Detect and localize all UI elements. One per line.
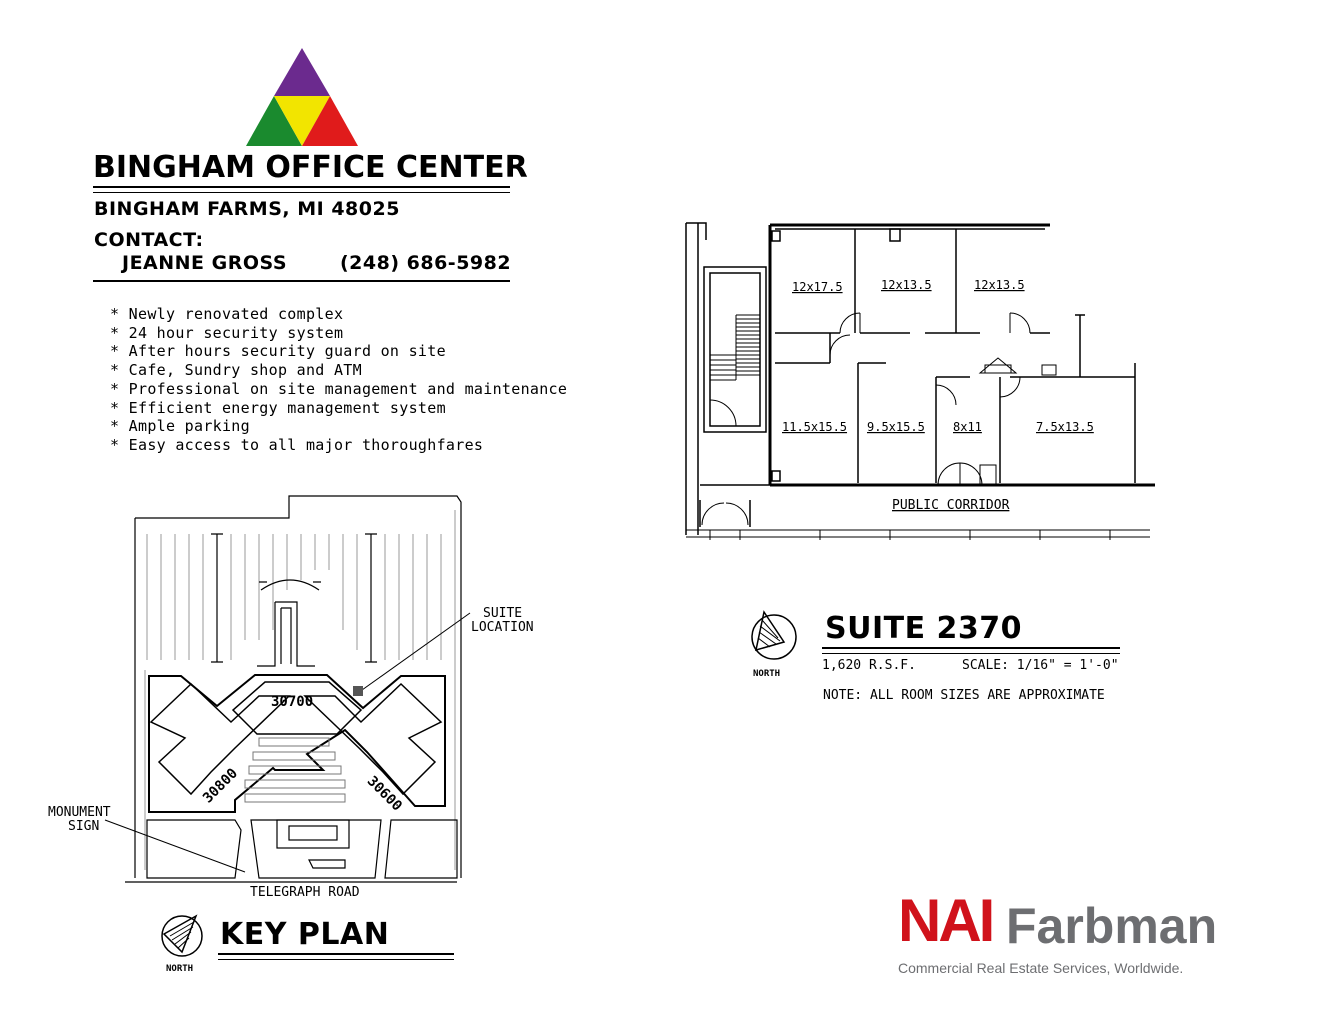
brand-tagline: Commercial Real Estate Services, Worldwide. [898, 960, 1184, 976]
building-address: BINGHAM FARMS, MI 48025 [94, 198, 400, 220]
suite-note: NOTE: ALL ROOM SIZES ARE APPROXIMATE [823, 688, 1105, 703]
feature-item: * Efficient energy management system [110, 399, 567, 418]
features-list [110, 305, 567, 455]
key-plan-underline [218, 953, 454, 955]
suite-location-marker [353, 686, 363, 696]
nai-farbman-logo [896, 886, 1226, 986]
key-plan-north-arrow-icon [158, 912, 208, 976]
contact-label: CONTACT: [94, 229, 204, 251]
title-underline [93, 186, 510, 188]
logo-purple-segment [274, 48, 330, 96]
room-label: 9.5x15.5 [867, 420, 925, 434]
room-label: 8x11 [953, 420, 982, 434]
key-plan-site-map [45, 490, 534, 910]
room-label: 12x13.5 [881, 278, 932, 292]
room-label: 7.5x13.5 [1036, 420, 1094, 434]
contact-name: JEANNE GROSS [122, 252, 288, 274]
suite-location-label: LOCATION [471, 620, 534, 635]
title-underline-thin [93, 192, 510, 193]
feature-item: * Cafe, Sundry shop and ATM [110, 361, 567, 380]
building-number: 30800 [199, 765, 242, 807]
road-label: TELEGRAPH ROAD [250, 885, 360, 900]
room-label: 12x17.5 [792, 280, 843, 294]
north-label: NORTH [753, 669, 781, 679]
monument-sign-label: MONUMENT [48, 805, 111, 820]
feature-item: * Ample parking [110, 417, 567, 436]
contact-underline [93, 280, 510, 282]
suite-location-label: SUITE [483, 606, 523, 621]
suite-underline [822, 647, 1120, 649]
north-arrow-icon [748, 610, 804, 680]
feature-item: * 24 hour security system [110, 324, 567, 343]
corridor-label: PUBLIC CORRIDOR [892, 498, 1010, 513]
key-plan-title: KEY PLAN [220, 917, 390, 952]
room-label: 11.5x15.5 [782, 420, 848, 434]
feature-item: * After hours security guard on site [110, 342, 567, 361]
suite-underline-thin [822, 653, 1120, 654]
bingham-triangle-logo [244, 46, 360, 148]
north-label: NORTH [166, 964, 194, 974]
building-number: 30700 [271, 694, 314, 710]
suite-area: 1,620 R.S.F. [822, 658, 916, 673]
monument-sign-label: SIGN [68, 819, 100, 834]
nai-logo-mark: NAI [898, 887, 993, 954]
building-title: BINGHAM OFFICE CENTER [93, 150, 528, 185]
suite-title: SUITE 2370 [825, 611, 1023, 646]
suite-scale: SCALE: 1/16" = 1'-0" [962, 658, 1119, 673]
contact-phone: (248) 686-5982 [340, 252, 512, 274]
room-label: 12x13.5 [974, 278, 1025, 292]
feature-item: * Professional on site management and maintenance [110, 380, 567, 399]
key-plan-underline-thin [218, 959, 454, 960]
feature-item: * Easy access to all major thoroughfares [110, 436, 567, 455]
building-number: 30600 [363, 773, 405, 815]
feature-item: * Newly renovated complex [110, 305, 567, 324]
suite-floor-plan [680, 215, 1160, 550]
farbman-wordmark: Farbman [1006, 898, 1218, 954]
